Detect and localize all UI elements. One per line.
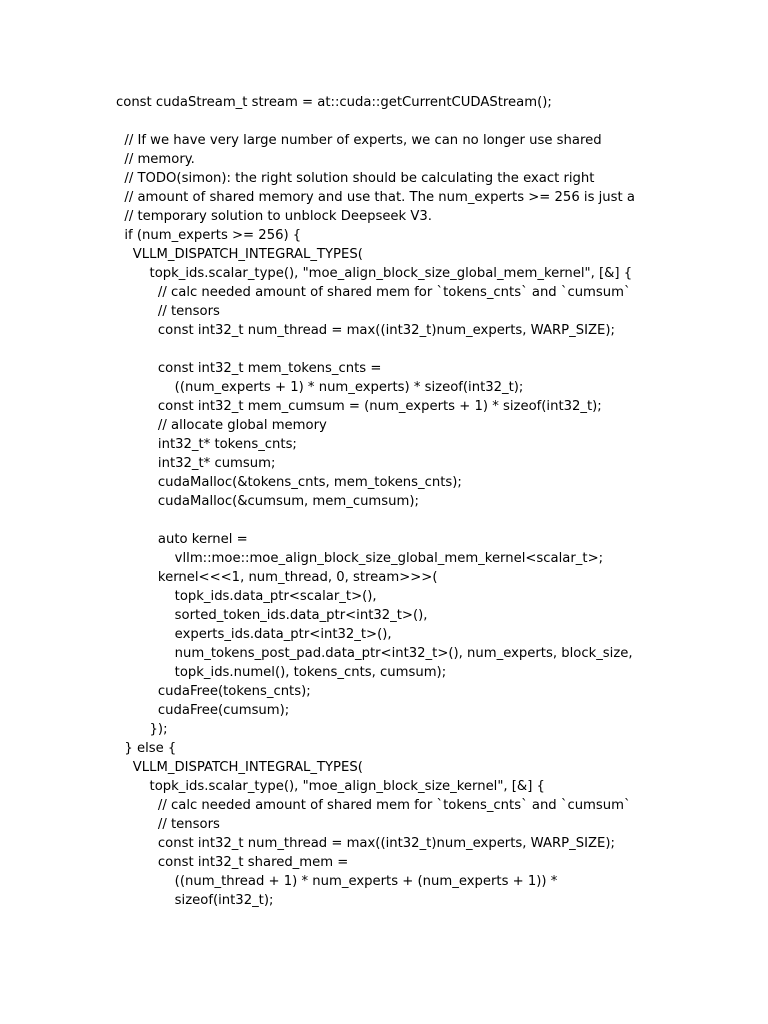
code-line: topk_ids.data_ptr<scalar_t>(), (116, 589, 377, 604)
code-line: const int32_t shared_mem = (116, 855, 349, 870)
code-line: kernel<<<1, num_thread, 0, stream>>>( (116, 570, 438, 585)
code-line: auto kernel = (116, 532, 248, 547)
code-line: const int32_t mem_cumsum = (num_experts + 1) * sizeof(int32_t); (116, 399, 602, 414)
code-line: sorted_token_ids.data_ptr<int32_t>(), (116, 608, 428, 623)
code-block (116, 93, 756, 910)
code-line: // memory. (116, 152, 195, 167)
code-line: experts_ids.data_ptr<int32_t>(), (116, 627, 392, 642)
code-line: ((num_thread + 1) * num_experts + (num_experts + 1)) * (116, 874, 558, 889)
code-line: if (num_experts >= 256) { (116, 228, 302, 243)
code-line: // If we have very large number of experts, we can no longer use shared (116, 133, 602, 148)
code-line: cudaFree(cumsum); (116, 703, 290, 718)
code-line: vllm::moe::moe_align_block_size_global_mem_kernel<scalar_t>; (116, 551, 604, 566)
blank-line (116, 340, 756, 359)
code-line: VLLM_DISPATCH_INTEGRAL_TYPES( (116, 760, 363, 775)
code-line: // tensors (116, 304, 220, 319)
code-line: num_tokens_post_pad.data_ptr<int32_t>(), num_experts, block_size, (116, 646, 633, 661)
code-line: // amount of shared memory and use that. The num_experts >= 256 is just a (116, 190, 635, 205)
code-line: const cudaStream_t stream = at::cuda::getCurrentCUDAStream(); (116, 95, 552, 110)
code-line: // temporary solution to unblock Deepseek V3. (116, 209, 432, 224)
code-line: // allocate global memory (116, 418, 327, 433)
code-line: // calc needed amount of shared mem for `tokens_cnts` and `cumsum` (116, 798, 631, 813)
code-line: cudaMalloc(&cumsum, mem_cumsum); (116, 494, 419, 509)
code-line: cudaFree(tokens_cnts); (116, 684, 311, 699)
code-line: topk_ids.scalar_type(), "moe_align_block_size_kernel", [&] { (116, 779, 545, 794)
code-line: // TODO(simon): the right solution should be calculating the exact right (116, 171, 595, 186)
code-line: // tensors (116, 817, 220, 832)
code-line: const int32_t mem_tokens_cnts = (116, 361, 382, 376)
code-line: } else { (116, 741, 177, 756)
blank-line (116, 112, 756, 131)
code-line: }); (116, 722, 168, 737)
code-line: const int32_t num_thread = max((int32_t)num_experts, WARP_SIZE); (116, 836, 615, 851)
blank-line (116, 511, 756, 530)
code-line: sizeof(int32_t); (116, 893, 274, 908)
code-line: topk_ids.scalar_type(), "moe_align_block_size_global_mem_kernel", [&] { (116, 266, 633, 281)
code-line: const int32_t num_thread = max((int32_t)num_experts, WARP_SIZE); (116, 323, 615, 338)
code-line: int32_t* cumsum; (116, 456, 276, 471)
code-line: int32_t* tokens_cnts; (116, 437, 297, 452)
code-line: VLLM_DISPATCH_INTEGRAL_TYPES( (116, 247, 363, 262)
code-line: cudaMalloc(&tokens_cnts, mem_tokens_cnts); (116, 475, 462, 490)
code-line: ((num_experts + 1) * num_experts) * sizeof(int32_t); (116, 380, 524, 395)
code-line: topk_ids.numel(), tokens_cnts, cumsum); (116, 665, 447, 680)
code-line: // calc needed amount of shared mem for `tokens_cnts` and `cumsum` (116, 285, 631, 300)
